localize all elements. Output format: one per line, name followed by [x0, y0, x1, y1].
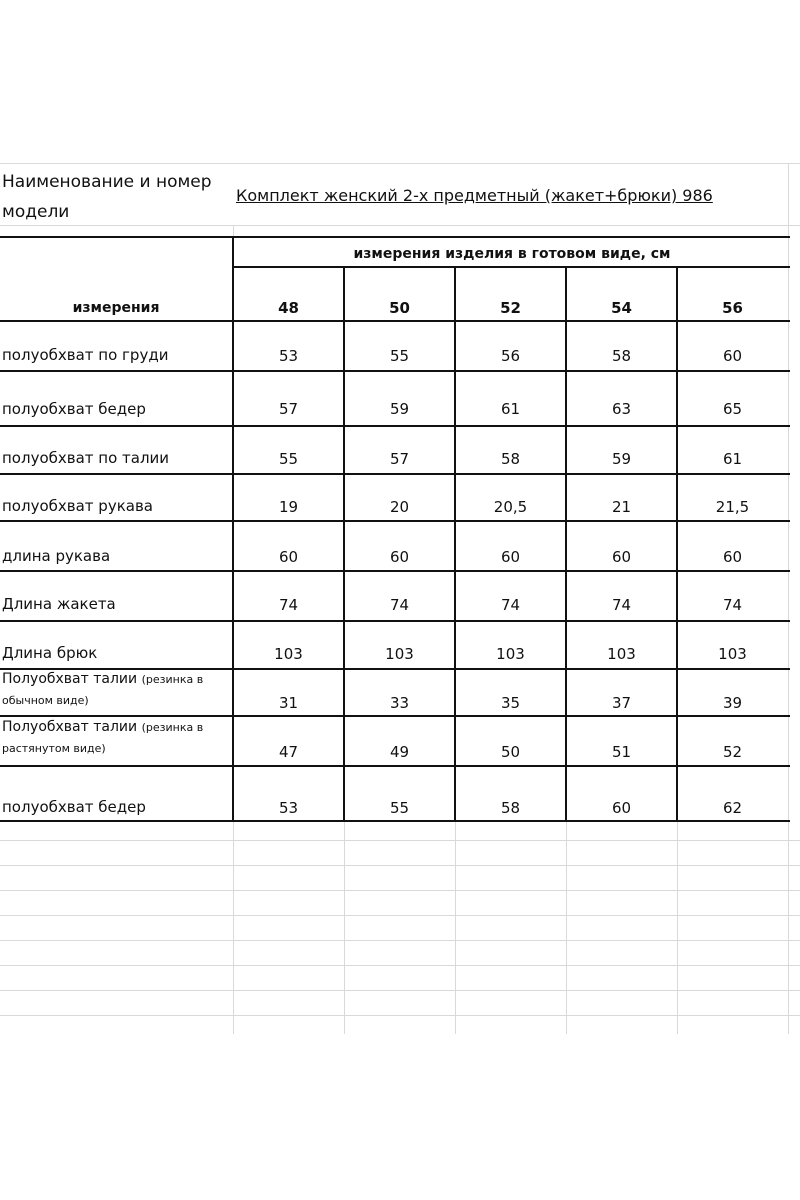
table-cell: 21,5: [715, 498, 750, 516]
gridline: [677, 822, 678, 1034]
size-header: 56: [722, 299, 743, 317]
table-border: [0, 620, 790, 622]
row-label: Длина жакета: [2, 595, 116, 613]
gridline: [233, 822, 234, 1034]
gridline: [0, 940, 800, 941]
row-label: полуобхват бедер: [2, 798, 146, 816]
table-cell: 37: [611, 694, 632, 712]
gridline: [0, 840, 800, 841]
table-cell: 60: [500, 548, 521, 566]
table-cell: 59: [611, 450, 632, 468]
model-label-line2: модели: [2, 202, 70, 222]
table-cell: 57: [278, 400, 299, 418]
table-cell: 74: [500, 596, 521, 614]
gridline: [0, 990, 800, 991]
gridline: [455, 822, 456, 1034]
table-cell: 55: [278, 450, 299, 468]
table-cell: 62: [722, 799, 743, 817]
table-cell: 60: [611, 548, 632, 566]
gridline: [0, 890, 800, 891]
row-label-note: (резинка в: [141, 721, 204, 734]
table-cell: 19: [278, 498, 299, 516]
table-cell: 55: [389, 347, 410, 365]
table-border: [233, 266, 790, 268]
size-header: 50: [389, 299, 410, 317]
table-cell: 20,5: [493, 498, 528, 516]
table-cell: 60: [278, 548, 299, 566]
row-label: полуобхват рукава: [2, 497, 153, 515]
table-cell: 57: [389, 450, 410, 468]
row-label-note-line2: обычном виде): [2, 694, 89, 707]
table-cell: 74: [278, 596, 299, 614]
table-cell: 33: [389, 694, 410, 712]
row-label: Длина брюк: [2, 644, 98, 662]
row-label: длина рукава: [2, 547, 111, 565]
table-border: [0, 765, 790, 767]
row-label-note: (резинка в: [141, 673, 204, 686]
gridline: [0, 915, 800, 916]
gridline: [344, 822, 345, 1034]
table-border: [0, 236, 790, 238]
gridline: [0, 865, 800, 866]
table-cell: 47: [278, 743, 299, 761]
table-border: [0, 370, 790, 372]
size-header: 52: [500, 299, 521, 317]
table-cell: 103: [496, 645, 525, 663]
table-cell: 50: [500, 743, 521, 761]
table-cell: 74: [389, 596, 410, 614]
row-label: [2, 668, 203, 691]
row-label: [2, 716, 203, 739]
gridline: [0, 965, 800, 966]
table-cell: 49: [389, 743, 410, 761]
table-cell: 58: [500, 799, 521, 817]
table-cell: 63: [611, 400, 632, 418]
table-cell: 60: [722, 347, 743, 365]
table-border: [232, 236, 234, 822]
table-border: [0, 473, 790, 475]
table-border: [0, 820, 790, 822]
group-header: измерения изделия в готовом виде, см: [353, 246, 671, 262]
table-cell: 59: [389, 400, 410, 418]
row-label-note-line2: растянутом виде): [2, 742, 106, 755]
table-cell: 21: [611, 498, 632, 516]
table-cell: 103: [607, 645, 636, 663]
table-cell: 39: [722, 694, 743, 712]
table-cell: 60: [389, 548, 410, 566]
table-cell: 103: [274, 645, 303, 663]
table-cell: 58: [500, 450, 521, 468]
table-cell: 51: [611, 743, 632, 761]
row-label: полуобхват по талии: [2, 449, 170, 467]
row-header: измерения: [72, 300, 160, 316]
gridline: [0, 163, 800, 164]
table-cell: 65: [722, 400, 743, 418]
size-header: 48: [278, 299, 299, 317]
row-label-main: Полуобхват талии: [2, 719, 138, 735]
table-cell: 35: [500, 694, 521, 712]
table-cell: 53: [278, 799, 299, 817]
table-cell: 103: [385, 645, 414, 663]
table-cell: 20: [389, 498, 410, 516]
table-border: [0, 320, 790, 322]
table-border: [0, 520, 790, 522]
table-cell: 74: [722, 596, 743, 614]
row-label-main: Полуобхват талии: [2, 671, 138, 687]
table-cell: 55: [389, 799, 410, 817]
size-header: 54: [611, 299, 632, 317]
model-label-line1: Наименование и номер: [2, 172, 212, 192]
table-cell: 52: [722, 743, 743, 761]
table-cell: 61: [722, 450, 743, 468]
table-cell: 31: [278, 694, 299, 712]
gridline: [788, 163, 789, 1034]
table-cell: 60: [722, 548, 743, 566]
table-cell: 58: [611, 347, 632, 365]
table-cell: 56: [500, 347, 521, 365]
table-cell: 60: [611, 799, 632, 817]
row-label: полуобхват по груди: [2, 346, 169, 364]
table-border: [0, 570, 790, 572]
row-label: полуобхват бедер: [2, 400, 146, 418]
table-cell: 103: [718, 645, 747, 663]
gridline: [0, 1015, 800, 1016]
model-name: Комплект женский 2-х предметный (жакет+брюки) 986: [236, 186, 713, 205]
table-border: [0, 425, 790, 427]
table-cell: 61: [500, 400, 521, 418]
gridline: [566, 822, 567, 1034]
gridline: [0, 225, 800, 226]
table-cell: 74: [611, 596, 632, 614]
table-cell: 53: [278, 347, 299, 365]
